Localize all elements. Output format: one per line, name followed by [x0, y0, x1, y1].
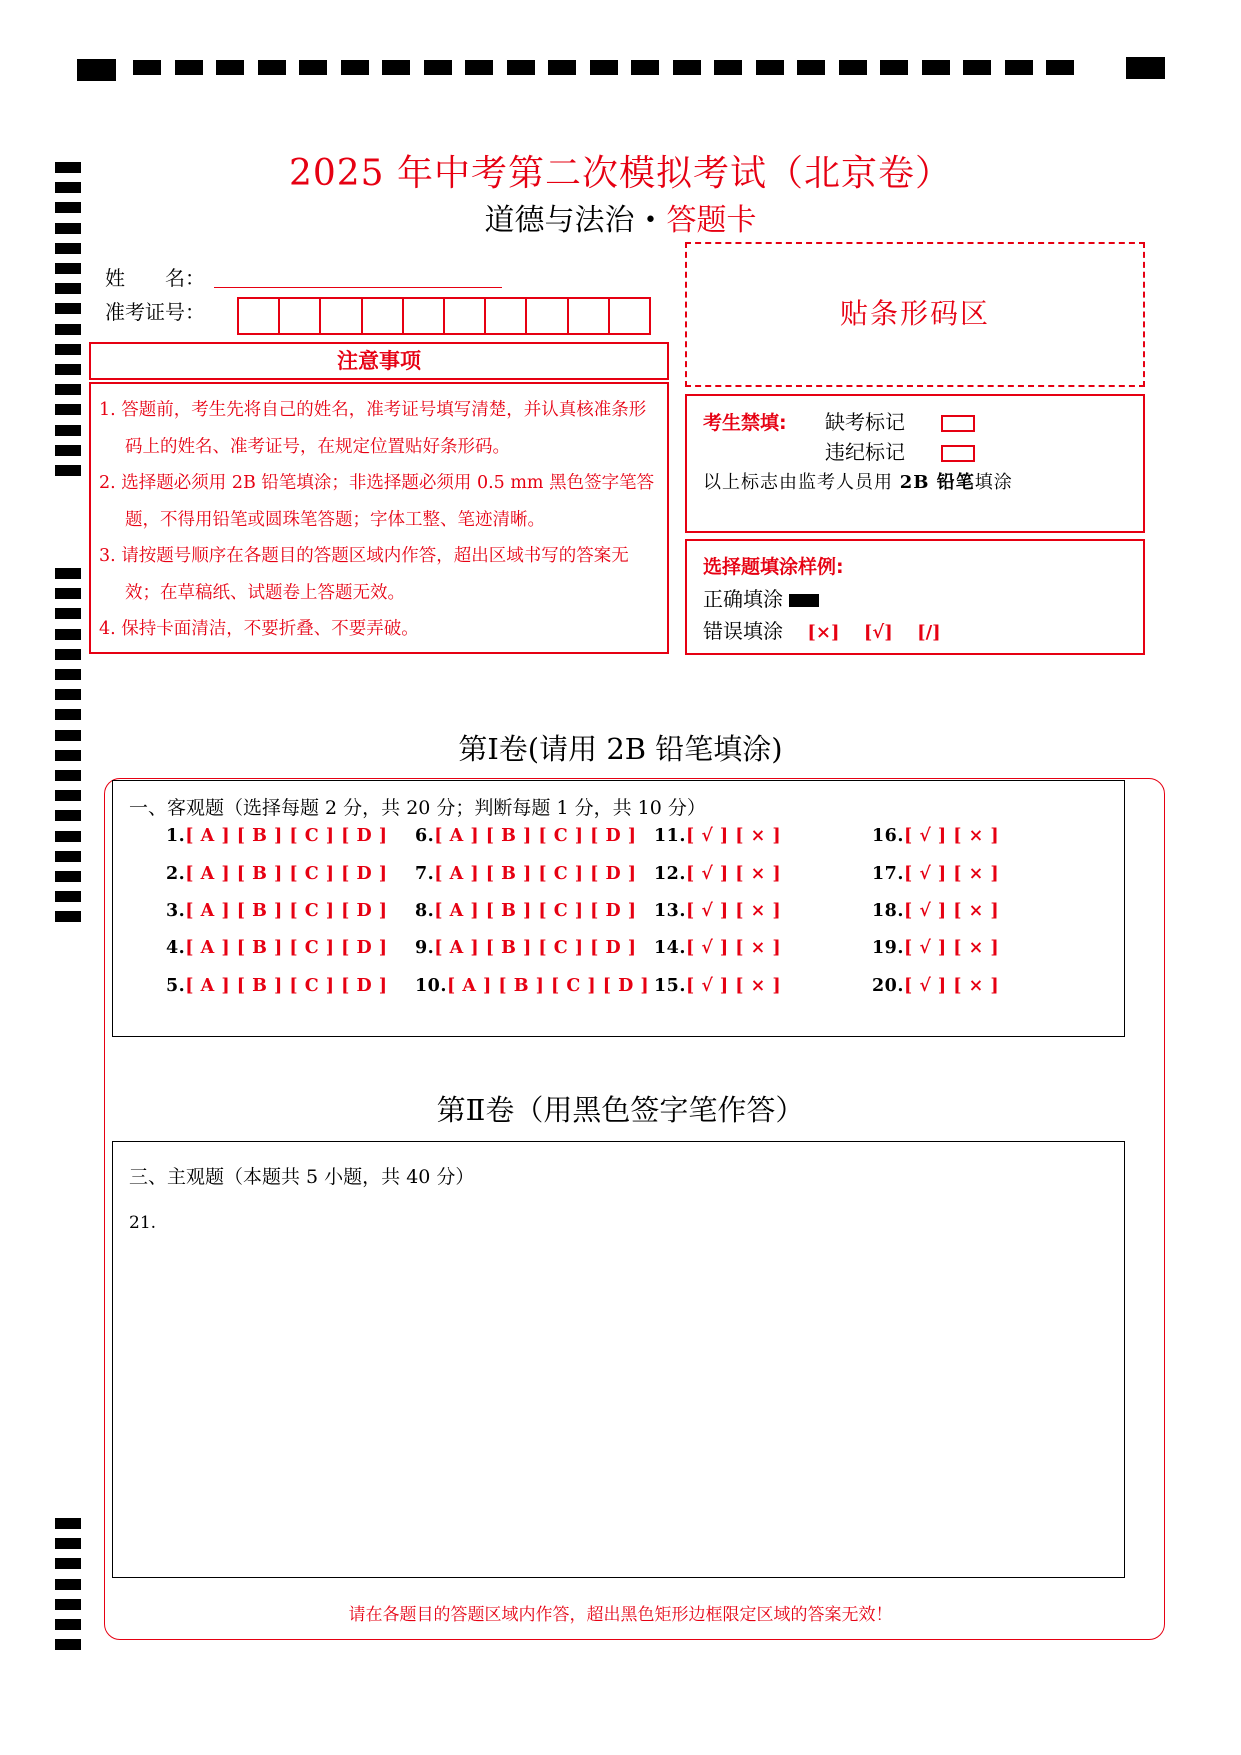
subjective-section[interactable] — [112, 1141, 1125, 1578]
question-number: 11. — [654, 826, 686, 846]
timing-mark — [55, 465, 81, 476]
timing-mark — [299, 60, 327, 75]
answer-options[interactable]: [ A ] [ B ] [ C ] [ D ] — [185, 826, 388, 846]
wrong-mark-x: [×] — [807, 622, 840, 643]
choice-question[interactable] — [166, 826, 388, 846]
question-number: 19. — [872, 938, 904, 958]
notice-box — [89, 382, 669, 654]
timing-mark — [55, 689, 81, 700]
timing-mark — [55, 568, 81, 579]
proctor-box — [685, 394, 1145, 533]
objective-section-title: 一、客观题（选择每题 2 分，共 20 分；判断每题 1 分，共 10 分） — [129, 797, 706, 819]
timing-mark — [55, 709, 81, 720]
timing-mark — [797, 60, 825, 75]
id-digit-cell[interactable] — [321, 299, 362, 333]
choice-question[interactable] — [415, 826, 637, 846]
answer-options[interactable]: [ A ] [ B ] [ C ] [ D ] — [185, 976, 388, 996]
question-number: 4. — [166, 938, 186, 958]
answer-options[interactable]: [ √ ] [ × ] — [685, 864, 782, 884]
subtitle-dot: • — [644, 208, 657, 233]
timing-mark — [963, 60, 991, 75]
true-false-question[interactable] — [654, 864, 781, 884]
footer-warning: 请在各题目的答题区域内作答，超出黑色矩形边框限定区域的答案无效！ — [348, 1605, 893, 1625]
timing-mark — [55, 243, 81, 254]
answer-options[interactable]: [ A ] [ B ] [ C ] [ D ] — [434, 938, 637, 958]
wrong-fill-label: 错误填涂 — [703, 619, 783, 643]
answer-options[interactable]: [ √ ] [ × ] — [903, 976, 1000, 996]
timing-mark — [55, 1518, 81, 1529]
timing-mark — [55, 851, 81, 862]
wrong-mark-check: [√] — [863, 622, 893, 643]
notice-item: 3. 请按题号顺序在各题目的答题区域内作答，超出区域书写的答案无效；在草稿纸、试题卷上答题无效。 — [99, 546, 629, 603]
timing-mark — [55, 669, 81, 680]
timing-mark — [1046, 60, 1074, 75]
answer-options[interactable]: [ A ] [ B ] [ C ] [ D ] — [185, 864, 388, 884]
filled-sample-mark — [789, 594, 819, 607]
answer-options[interactable]: [ A ] [ B ] [ C ] [ D ] — [185, 938, 388, 958]
choice-question[interactable] — [415, 901, 637, 921]
id-digit-cell[interactable] — [610, 299, 649, 333]
answer-options[interactable]: [ √ ] [ × ] — [903, 901, 1000, 921]
timing-mark — [55, 404, 81, 415]
true-false-question[interactable] — [654, 976, 781, 996]
choice-question[interactable] — [166, 976, 388, 996]
timing-mark — [55, 871, 81, 882]
timing-mark — [55, 324, 81, 335]
proctor-note-bold: 2B 铅笔 — [899, 472, 975, 493]
answer-options[interactable]: [ A ] [ B ] [ C ] [ D ] — [434, 901, 637, 921]
proctor-label: 考生禁填: — [703, 412, 787, 434]
answer-options[interactable]: [ A ] [ B ] [ C ] [ D ] — [434, 826, 637, 846]
id-digit-cell[interactable] — [569, 299, 610, 333]
timing-mark — [465, 60, 493, 75]
timing-mark — [55, 1639, 81, 1650]
correct-fill-row — [703, 583, 819, 612]
question-number: 5. — [166, 976, 186, 996]
timing-mark — [55, 283, 81, 294]
timing-mark — [55, 770, 81, 781]
proctor-note-suffix: 填涂 — [974, 472, 1013, 493]
question-number: 8. — [415, 901, 435, 921]
answer-options[interactable]: [ A ] [ B ] [ C ] [ D ] — [185, 901, 388, 921]
true-false-question[interactable] — [654, 826, 781, 846]
left-timing-marks — [55, 0, 85, 1755]
proctor-note-prefix: 以上标志由监考人员用 — [703, 472, 893, 493]
true-false-question[interactable] — [872, 864, 999, 884]
top-timing-marks — [0, 55, 1241, 85]
timing-mark — [133, 60, 161, 75]
timing-mark — [590, 60, 618, 75]
true-false-question[interactable] — [872, 901, 999, 921]
answer-card-label: 答题卡 — [666, 203, 757, 238]
part1-title: 第Ⅰ卷(请用 2B 铅笔填涂) — [458, 732, 783, 766]
timing-mark — [55, 891, 81, 902]
question-number: 14. — [654, 938, 686, 958]
answer-options[interactable]: [ √ ] [ × ] — [903, 864, 1000, 884]
notice-item: 1. 答题前，考生先将自己的姓名，准考证号填写清楚，并认真核准条形码上的姓名、准考证号，在规定位置贴好条形码。 — [99, 400, 647, 457]
question-number: 15. — [654, 976, 686, 996]
timing-mark — [258, 60, 286, 75]
choice-question[interactable] — [166, 938, 388, 958]
answer-options[interactable]: [ √ ] [ × ] — [685, 826, 782, 846]
question-number: 7. — [415, 864, 435, 884]
violation-mark-box[interactable] — [941, 445, 975, 462]
question-number: 10. — [415, 976, 447, 996]
timing-mark — [55, 629, 81, 640]
timing-mark — [55, 1558, 81, 1569]
question-number: 1. — [166, 826, 186, 846]
exam-id-grid[interactable] — [237, 297, 651, 335]
timing-mark — [55, 1579, 81, 1590]
question-number: 18. — [872, 901, 904, 921]
id-digit-cell[interactable] — [486, 299, 527, 333]
answer-options[interactable]: [ √ ] [ × ] — [685, 938, 782, 958]
timing-mark — [55, 263, 81, 274]
barcode-area: 贴条形码区 — [685, 242, 1145, 387]
absent-label: 缺考标记 — [825, 410, 905, 434]
timing-mark — [55, 445, 81, 456]
timing-mark — [55, 364, 81, 375]
timing-mark — [216, 60, 244, 75]
question-number: 3. — [166, 901, 186, 921]
choice-question[interactable] — [166, 901, 388, 921]
subject-name: 道德与法治 — [484, 203, 635, 238]
choice-question[interactable] — [415, 938, 637, 958]
choice-question[interactable] — [415, 864, 637, 884]
question-number: 6. — [415, 826, 435, 846]
exam-title: 2025 年中考第二次模拟考试（北京卷） — [288, 153, 953, 194]
question-number: 12. — [654, 864, 686, 884]
wrong-fill-row — [703, 615, 941, 644]
card-subtitle — [0, 195, 1241, 239]
question-number: 20. — [872, 976, 904, 996]
timing-mark — [424, 60, 452, 75]
timing-mark — [175, 60, 203, 75]
id-digit-cell[interactable] — [363, 299, 404, 333]
answer-options[interactable]: [ A ] [ B ] [ C ] [ D ] — [446, 976, 650, 996]
timing-mark — [55, 911, 81, 922]
timing-mark — [548, 60, 576, 75]
question-number: 13. — [654, 901, 686, 921]
timing-mark — [714, 60, 742, 75]
timing-mark — [382, 60, 410, 75]
answer-options[interactable]: [ √ ] [ × ] — [685, 901, 782, 921]
timing-mark — [55, 810, 81, 821]
question-number: 16. — [872, 826, 904, 846]
timing-mark — [55, 303, 81, 314]
question-number: 2. — [166, 864, 186, 884]
notice-item: 4. 保持卡面清洁，不要折叠、不要弄破。 — [99, 619, 419, 639]
timing-mark — [673, 60, 701, 75]
part2-title: 第Ⅱ卷（用黑色签字笔作答） — [436, 1093, 805, 1127]
proctor-note — [703, 468, 1013, 494]
timing-mark — [839, 60, 867, 75]
question-21-number: 21. — [129, 1213, 157, 1233]
true-false-question[interactable] — [872, 976, 999, 996]
correct-fill-label: 正确填涂 — [703, 587, 783, 611]
true-false-question[interactable] — [654, 901, 781, 921]
violation-mark-row — [825, 436, 975, 465]
name-label: 姓 名： — [105, 266, 205, 290]
answer-options[interactable]: [ √ ] [ × ] — [685, 976, 782, 996]
question-number: 17. — [872, 864, 904, 884]
answer-options[interactable]: [ √ ] [ × ] — [903, 826, 1000, 846]
id-digit-cell[interactable] — [445, 299, 486, 333]
timing-mark — [507, 60, 535, 75]
timing-mark — [55, 649, 81, 660]
violation-label: 违纪标记 — [825, 440, 905, 464]
timing-mark — [922, 60, 950, 75]
objective-section — [112, 780, 1125, 1037]
id-digit-cell[interactable] — [404, 299, 445, 333]
fill-sample-box — [685, 539, 1145, 655]
fill-sample-label: 选择题填涂样例: — [703, 556, 844, 578]
timing-mark — [341, 60, 369, 75]
timing-mark — [880, 60, 908, 75]
true-false-question[interactable] — [654, 938, 781, 958]
answer-options[interactable]: [ A ] [ B ] [ C ] [ D ] — [434, 864, 637, 884]
id-digit-cell[interactable] — [239, 299, 280, 333]
id-label: 准考证号： — [105, 300, 205, 324]
question-number: 9. — [415, 938, 435, 958]
choice-question[interactable] — [415, 976, 649, 996]
absent-mark-box[interactable] — [941, 415, 975, 432]
true-false-question[interactable] — [872, 826, 999, 846]
timing-mark — [55, 790, 81, 801]
notice-heading: 注意事项 — [89, 342, 669, 380]
timing-mark — [756, 60, 784, 75]
choice-question[interactable] — [166, 864, 388, 884]
answer-options[interactable]: [ √ ] [ × ] — [903, 938, 1000, 958]
timing-mark — [55, 831, 81, 842]
name-input-line[interactable] — [214, 287, 502, 288]
timing-mark — [55, 1538, 81, 1549]
absent-mark-row — [825, 406, 975, 435]
timing-mark — [55, 384, 81, 395]
timing-mark — [1126, 57, 1165, 79]
id-digit-cell[interactable] — [527, 299, 568, 333]
timing-mark — [55, 588, 81, 599]
timing-mark — [55, 344, 81, 355]
wrong-mark-slash: [/] — [917, 622, 941, 643]
timing-mark — [631, 60, 659, 75]
id-digit-cell[interactable] — [280, 299, 321, 333]
timing-mark — [55, 608, 81, 619]
timing-mark — [1005, 60, 1033, 75]
timing-mark — [55, 425, 81, 436]
subjective-section-title: 三、主观题（本题共 5 小题，共 40 分） — [129, 1166, 475, 1188]
notice-item: 2. 选择题必须用 2B 铅笔填涂；非选择题必须用 0.5 mm 黑色签字笔答题，不得用铅笔或圆珠笔答题；字体工整、笔迹清晰。 — [99, 473, 655, 530]
true-false-question[interactable] — [872, 938, 999, 958]
